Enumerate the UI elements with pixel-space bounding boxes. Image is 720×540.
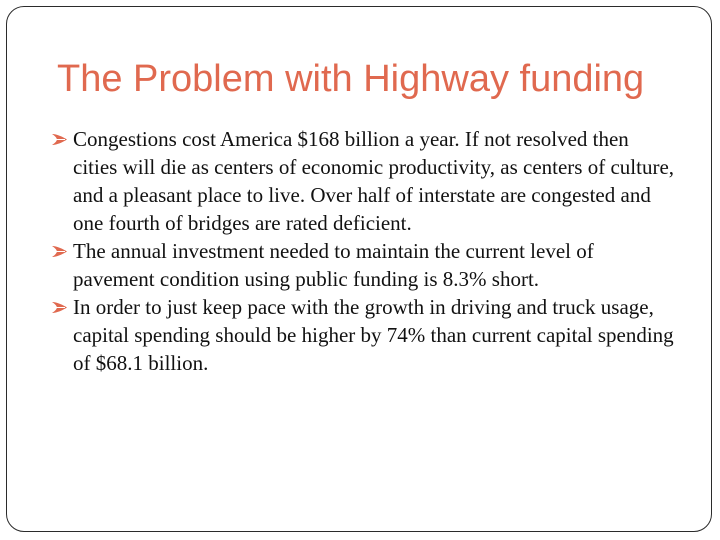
bullet-item bbox=[48, 237, 678, 293]
feather-bullet-icon bbox=[51, 244, 68, 259]
bullet-item bbox=[48, 125, 678, 237]
bullet-text: Congestions cost America $168 billion a year. If not resolved then cities will die as centers of economic productivity, as centers of culture, and a pleasant place to live. Over half of interstate are congested and one fourth of bridges are rated deficient. bbox=[73, 127, 675, 235]
bullet-list bbox=[48, 125, 678, 377]
feather-bullet-icon bbox=[51, 300, 68, 315]
bullet-text: In order to just keep pace with the growth in driving and truck usage, capital spending should be higher by 74% than current capital spending of $68.1 billion. bbox=[73, 295, 674, 375]
bullet-text: The annual investment needed to maintain the current level of pavement condition using public funding is 8.3% short. bbox=[73, 239, 594, 291]
slide-title: The Problem with Highway funding bbox=[57, 58, 645, 100]
feather-bullet-icon bbox=[51, 132, 68, 147]
bullet-item bbox=[48, 293, 678, 377]
